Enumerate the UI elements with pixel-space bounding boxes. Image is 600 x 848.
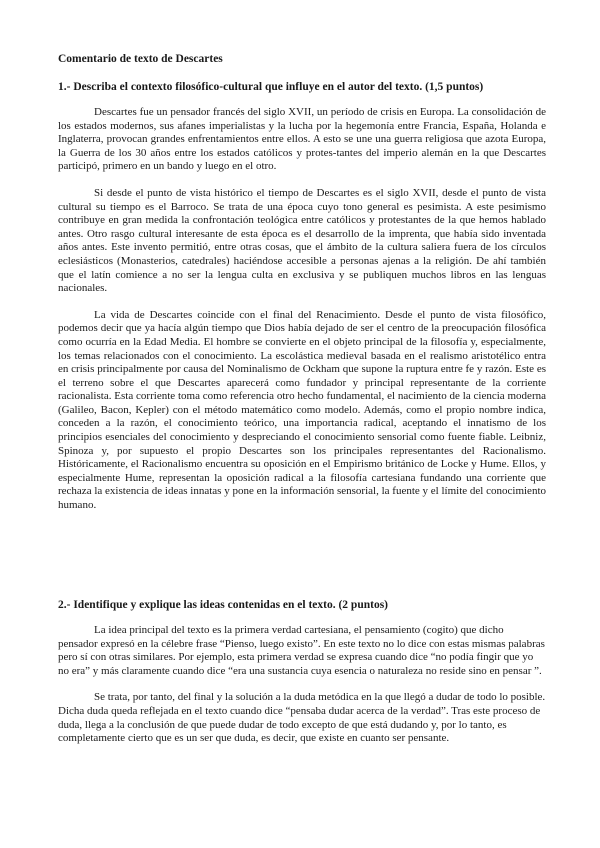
- section-1-paragraph-3: La vida de Descartes coincide con el final del Renacimiento. Desde el punto de vista filosófico, podemos decir que ya hacía algún tiempo que Dios había dejado de ser el centro de la preocupación filosófica como ocurría en la Edad Media. El hombre se convierte en el objeto principal de la filosofía y, especialmente, los temas relacionados con el conocimiento. La escolástica medieval basada en el realismo aristotélico entra en crisis principalmente por causa del Nominalismo de Ockham que supone la ruptura entre fe y razón. Este es el terreno sobre el que Descartes aparecerá como fundador y principal representante de la corriente racionalista. Esta corriente toma como referencia otro hecho fundamental, el nacimiento de la ciencia moderna (Galileo, Bacon, Kepler) con el método matemático como modelo. Además, como el propio nombre indica, conceden a la razón, el conocimiento teórico, una importancia radical, aceptando el innatismo de los principios esenciales del conocimiento y despreciando el conocimiento sensorial como fuente fiable. Leibniz, Spinoza y, por supuesto el propio Descartes son los principales representantes del Racionalismo. Históricamente, el Racionalismo encuentra su oposición en el Empirismo británico de Locke y Hume. Ellos, y especialmente Hume, representan la oposición radical a la filosofía cartesiana fundando una corriente que rechaza la existencia de ideas innatas y pone en la información sensorial, la fuente y el límite del conocimiento humano.: [58, 308, 546, 512]
- section-2-paragraph-1: La idea principal del texto es la primera verdad cartesiana, el pensamiento (cogito) que dicho pensador expresó en la célebre frase “Pienso, luego existo”. En este texto no lo dice con estas mismas palabras pero sí con otras similares. Por ejemplo, esta primera verdad se expresa cuando dice “no podía fingir que yo no era” y más claramente cuando dice “era una sustancia cuya esencia o naturaleza no reside sino en pensar ”.: [58, 624, 545, 677]
- section-2-heading: 2.- Identifique y explique las ideas contenidas en el texto. (2 puntos): [58, 599, 389, 611]
- section-1-paragraph-1: Descartes fue un pensador francés del siglo XVII, un período de crisis en Europa. La consolidación de los estados modernos, sus afanes imperialistas y la lucha por la hegemonía entre Francia, España, Holanda e Inglaterra, provocan grandes enfrentamientos entre ellos. A esto se une una guerra religiosa que azota Europa, la Guerra de los 30 años entre los estados católicos y protes-tantes del imperio alemán en la que Descartes participó, primero en un bando y luego en el otro.: [58, 106, 546, 173]
- section-1-paragraph-2: Si desde el punto de vista histórico el tiempo de Descartes es el siglo XVII, desde el punto de vista cultural su tiempo es el Barroco. Se trata de una época cuyo tono general es pesimista. A este pesimismo contribuye en gran medida la confrontación teológica entre católicos y protestantes de la que hemos hablado antes. Otro rasgo cultural interesante de esta época es el desarrollo de la imprenta, que había sido inventada años antes. Este invento permitió, entre otras cosas, que el ámbito de la cultura saliera fuera de los círculos eclesiásticos (Monasterios, catedrales) haciéndose accesible a personas ajenas a la religión. De ahí también que el latín comience a no ser la lengua culta en exclusiva y se publiquen muchos libros en las lenguas nacionales.: [58, 186, 546, 295]
- section-2-paragraph-2: Se trata, por tanto, del final y la solución a la duda metódica en la que llegó a dudar de todo lo posible. Dicha duda queda reflejada en el texto cuando dice “pensaba dudar acerca de la verdad”. Tras este proceso de duda, llega a la conclusión de que puede dudar de todo excepto de que está dudando y, por lo tanto, es completamente cierto que es un ser que duda, es decir, que existe en cuanto ser pensante.: [58, 691, 546, 745]
- document-title: Comentario de texto de Descartes: [58, 53, 223, 65]
- section-1-heading: 1.- Describa el contexto filosófico-cultural que influye en el autor del texto. (1,5 puntos): [58, 81, 484, 93]
- section-2: [58, 598, 546, 759]
- section-1: [58, 80, 546, 513]
- document-page: [58, 52, 546, 745]
